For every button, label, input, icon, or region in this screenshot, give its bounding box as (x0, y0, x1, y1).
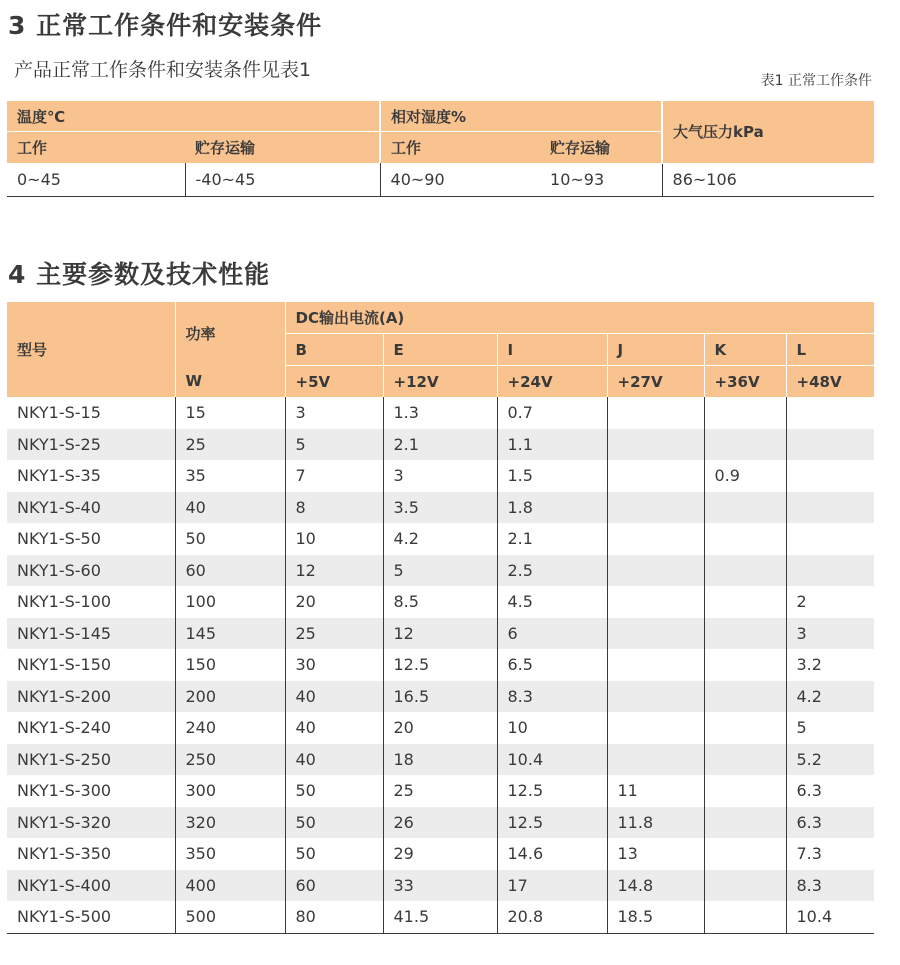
humidity-work-value: 40~90 (380, 163, 540, 196)
cell-k-36v (704, 492, 786, 524)
cell-j-27v (607, 429, 704, 461)
cell-e-12v: 3 (383, 460, 497, 492)
cell-b-5v: 10 (285, 523, 383, 555)
table-row (7, 901, 874, 933)
temp-storage-value: -40~45 (185, 163, 380, 196)
temp-work-value: 0~45 (7, 163, 185, 196)
cell-i-24v: 1.1 (497, 429, 607, 461)
temp-storage-header: 贮存运输 (185, 132, 380, 164)
cell-j-27v: 11 (607, 775, 704, 807)
humidity-storage-value: 10~93 (540, 163, 662, 196)
cell-j-27v (607, 555, 704, 587)
cell-b-5v: 60 (285, 870, 383, 902)
cell-model: NKY1-S-350 (7, 838, 175, 870)
cell-j-27v: 14.8 (607, 870, 704, 902)
normal-conditions-table (7, 101, 874, 197)
pressure-value: 86~106 (662, 163, 874, 196)
cell-k-36v (704, 744, 786, 776)
letter-l: L (786, 334, 874, 366)
cell-l-48v (786, 460, 874, 492)
letter-b: B (285, 334, 383, 366)
cell-j-27v (607, 681, 704, 713)
cell-model: NKY1-S-300 (7, 775, 175, 807)
cell-model: NKY1-S-60 (7, 555, 175, 587)
table-row (7, 523, 874, 555)
letter-i: I (497, 334, 607, 366)
cell-b-5v: 30 (285, 649, 383, 681)
table-row (7, 460, 874, 492)
cell-j-27v (607, 618, 704, 650)
cell-model: NKY1-S-250 (7, 744, 175, 776)
cell-b-5v: 8 (285, 492, 383, 524)
cell-b-5v: 25 (285, 618, 383, 650)
cell-b-5v: 40 (285, 712, 383, 744)
cell-e-12v: 5 (383, 555, 497, 587)
letter-k: K (704, 334, 786, 366)
cell-b-5v: 20 (285, 586, 383, 618)
cell-power: 40 (175, 492, 285, 524)
cell-i-24v: 12.5 (497, 807, 607, 839)
cell-k-36v (704, 681, 786, 713)
cell-k-36v (704, 775, 786, 807)
table-row (7, 586, 874, 618)
cell-i-24v: 20.8 (497, 901, 607, 933)
cell-k-36v: 0.9 (704, 460, 786, 492)
cell-i-24v: 10.4 (497, 744, 607, 776)
cell-b-5v: 40 (285, 744, 383, 776)
cell-power: 60 (175, 555, 285, 587)
cell-j-27v (607, 523, 704, 555)
cell-k-36v (704, 870, 786, 902)
cell-k-36v (704, 649, 786, 681)
table-row (7, 429, 874, 461)
cell-i-24v: 8.3 (497, 681, 607, 713)
cell-model: NKY1-S-50 (7, 523, 175, 555)
cell-model: NKY1-S-320 (7, 807, 175, 839)
cell-e-12v: 12 (383, 618, 497, 650)
cell-l-48v: 6.3 (786, 807, 874, 839)
cell-e-12v: 16.5 (383, 681, 497, 713)
cell-power: 400 (175, 870, 285, 902)
cell-l-48v (786, 397, 874, 429)
cell-b-5v: 7 (285, 460, 383, 492)
cell-j-27v (607, 397, 704, 429)
cell-i-24v: 0.7 (497, 397, 607, 429)
cell-e-12v: 33 (383, 870, 497, 902)
letter-e: E (383, 334, 497, 366)
cell-j-27v (607, 460, 704, 492)
cell-power: 15 (175, 397, 285, 429)
letter-j: J (607, 334, 704, 366)
cell-e-12v: 8.5 (383, 586, 497, 618)
power-unit: W (175, 366, 285, 398)
cell-i-24v: 6.5 (497, 649, 607, 681)
cell-i-24v: 12.5 (497, 775, 607, 807)
cell-power: 150 (175, 649, 285, 681)
cell-e-12v: 29 (383, 838, 497, 870)
cell-l-48v: 5.2 (786, 744, 874, 776)
cell-k-36v (704, 523, 786, 555)
cell-e-12v: 1.3 (383, 397, 497, 429)
humidity-storage-header: 贮存运输 (540, 132, 662, 164)
cell-l-48v: 8.3 (786, 870, 874, 902)
cell-power: 100 (175, 586, 285, 618)
cell-model: NKY1-S-25 (7, 429, 175, 461)
cell-b-5v: 12 (285, 555, 383, 587)
cell-l-48v: 3 (786, 618, 874, 650)
cell-l-48v: 3.2 (786, 649, 874, 681)
cell-k-36v (704, 397, 786, 429)
table-row (7, 618, 874, 650)
cell-e-12v: 12.5 (383, 649, 497, 681)
power-header: 功率 (175, 302, 285, 366)
cell-i-24v: 6 (497, 618, 607, 650)
cell-j-27v (607, 744, 704, 776)
voltage-5v: +5V (285, 366, 383, 398)
table-row (7, 838, 874, 870)
section-3-title: 3 正常工作条件和安装条件 (8, 11, 323, 40)
cell-model: NKY1-S-35 (7, 460, 175, 492)
cell-k-36v (704, 429, 786, 461)
cell-b-5v: 5 (285, 429, 383, 461)
cell-j-27v: 13 (607, 838, 704, 870)
table-row (7, 649, 874, 681)
cell-k-36v (704, 586, 786, 618)
table-row (7, 555, 874, 587)
cell-power: 50 (175, 523, 285, 555)
voltage-12v: +12V (383, 366, 497, 398)
cell-j-27v (607, 492, 704, 524)
cell-k-36v (704, 555, 786, 587)
cell-j-27v (607, 649, 704, 681)
cell-model: NKY1-S-145 (7, 618, 175, 650)
model-header: 型号 (7, 302, 175, 397)
table-row (7, 712, 874, 744)
cell-i-24v: 1.8 (497, 492, 607, 524)
voltage-24v: +24V (497, 366, 607, 398)
table-row (7, 397, 874, 429)
table-row (7, 744, 874, 776)
cell-l-48v: 5 (786, 712, 874, 744)
cell-model: NKY1-S-400 (7, 870, 175, 902)
section-4-title: 4 主要参数及技术性能 (8, 260, 271, 289)
cell-power: 145 (175, 618, 285, 650)
parameters-table (7, 302, 874, 934)
cell-l-48v: 2 (786, 586, 874, 618)
humidity-work-header: 工作 (380, 132, 540, 164)
table-row (7, 807, 874, 839)
cell-e-12v: 26 (383, 807, 497, 839)
cell-l-48v (786, 555, 874, 587)
cell-k-36v (704, 901, 786, 933)
cell-b-5v: 3 (285, 397, 383, 429)
cell-power: 240 (175, 712, 285, 744)
cell-i-24v: 2.5 (497, 555, 607, 587)
cell-b-5v: 40 (285, 681, 383, 713)
cell-j-27v: 11.8 (607, 807, 704, 839)
cell-e-12v: 20 (383, 712, 497, 744)
voltage-36v: +36V (704, 366, 786, 398)
humidity-header: 相对湿度% (380, 101, 662, 132)
cell-k-36v (704, 618, 786, 650)
dc-output-header: DC输出电流(A) (285, 302, 874, 334)
cell-l-48v (786, 523, 874, 555)
cell-power: 300 (175, 775, 285, 807)
cell-l-48v: 6.3 (786, 775, 874, 807)
cell-power: 320 (175, 807, 285, 839)
section-3-subtitle: 产品正常工作条件和安装条件见表1 (14, 59, 312, 81)
pressure-header: 大气压力kPa (662, 101, 874, 163)
table-1-caption: 表1 正常工作条件 (760, 73, 872, 89)
cell-model: NKY1-S-15 (7, 397, 175, 429)
cell-b-5v: 50 (285, 775, 383, 807)
cell-k-36v (704, 838, 786, 870)
cell-e-12v: 41.5 (383, 901, 497, 933)
cell-i-24v: 2.1 (497, 523, 607, 555)
cell-power: 350 (175, 838, 285, 870)
table-row (7, 870, 874, 902)
cell-k-36v (704, 712, 786, 744)
cell-j-27v: 18.5 (607, 901, 704, 933)
cell-i-24v: 10 (497, 712, 607, 744)
cell-i-24v: 14.6 (497, 838, 607, 870)
cell-k-36v (704, 807, 786, 839)
temperature-header: 温度℃ (7, 101, 380, 132)
cell-i-24v: 17 (497, 870, 607, 902)
temp-work-header: 工作 (7, 132, 185, 164)
cell-i-24v: 4.5 (497, 586, 607, 618)
cell-e-12v: 3.5 (383, 492, 497, 524)
cell-l-48v: 10.4 (786, 901, 874, 933)
cell-l-48v: 7.3 (786, 838, 874, 870)
cell-l-48v: 4.2 (786, 681, 874, 713)
table-row (7, 775, 874, 807)
cell-e-12v: 18 (383, 744, 497, 776)
cell-model: NKY1-S-40 (7, 492, 175, 524)
cell-j-27v (607, 712, 704, 744)
table-row (7, 681, 874, 713)
cell-power: 35 (175, 460, 285, 492)
cell-b-5v: 50 (285, 807, 383, 839)
cell-l-48v (786, 492, 874, 524)
cell-e-12v: 2.1 (383, 429, 497, 461)
cell-model: NKY1-S-200 (7, 681, 175, 713)
voltage-27v: +27V (607, 366, 704, 398)
cell-e-12v: 25 (383, 775, 497, 807)
cell-b-5v: 50 (285, 838, 383, 870)
cell-j-27v (607, 586, 704, 618)
cell-power: 500 (175, 901, 285, 933)
cell-b-5v: 80 (285, 901, 383, 933)
cell-l-48v (786, 429, 874, 461)
cell-power: 250 (175, 744, 285, 776)
cell-model: NKY1-S-150 (7, 649, 175, 681)
cell-power: 200 (175, 681, 285, 713)
cell-i-24v: 1.5 (497, 460, 607, 492)
cell-model: NKY1-S-100 (7, 586, 175, 618)
cell-model: NKY1-S-500 (7, 901, 175, 933)
cell-e-12v: 4.2 (383, 523, 497, 555)
cell-model: NKY1-S-240 (7, 712, 175, 744)
voltage-48v: +48V (786, 366, 874, 398)
cell-power: 25 (175, 429, 285, 461)
table-row (7, 492, 874, 524)
